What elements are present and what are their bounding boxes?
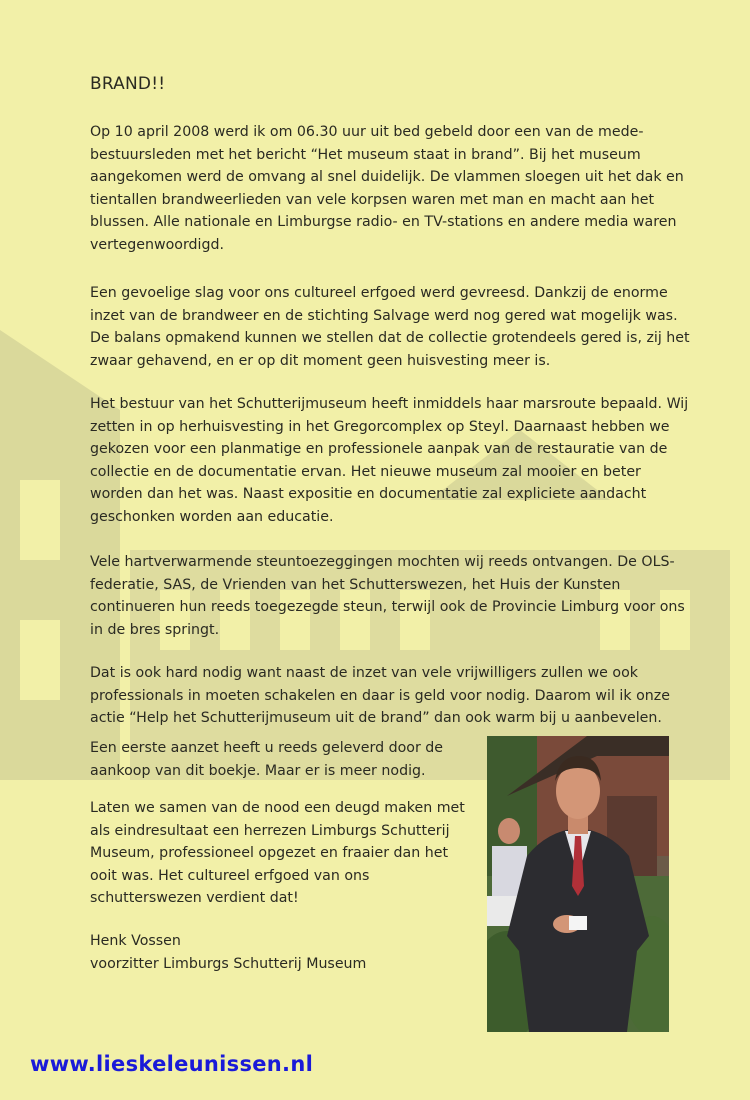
paragraph-4: Vele hartverwarmende steuntoezeggingen mochten wij reeds ontvangen. De OLS-federatie, SAS, de Vrienden van het Schutterswezen, het Huis der Kunsten continueren hun reeds toegezegde steun, terwijl ook de Provincie Limburg voor ons in de bres springt.: [90, 554, 685, 638]
paragraph-2: Een gevoelige slag voor ons cultureel erfgoed werd gevreesd. Dankzij de enorme inzet van de brandweer en de stichting Salvage werd nog gered wat mogelijk was. De balans opmakend kunnen we stellen dat de collectie grotendeels gered is, zij het zwaar gehavend, en er op dit moment geen huisvesting meer is.: [90, 285, 690, 369]
website-link[interactable]: www.lieskeleunissen.nl: [30, 1052, 314, 1076]
signature-name: Henk Vossen: [90, 933, 181, 949]
paragraph-5: Dat is ook hard nodig want naast de inzet van vele vrijwilligers zullen we ook professionals in moeten schakelen en daar is geld voor nodig. Daarom wil ik onze actie “Help het Schutterijmuseum uit de brand” dan ook warm bij u aanbevelen.: [90, 665, 670, 726]
paragraph-3: Het bestuur van het Schutterijmuseum heeft inmiddels haar marsroute bepaald. Wij zetten in op herhuisvesting in het Gregorcomplex op Steyl. Daarnaast hebben we gekozen voor een planmatige en professionele aanpak van de restauratie van de collectie en de documentatie ervan. Het nieuwe museum zal mooier en beter worden dan het was. Naast expositie en documentatie zal expliciete aandacht geschonken worden aan educatie.: [90, 396, 689, 525]
paragraph-1: Op 10 april 2008 werd ik om 06.30 uur uit bed gebeld door een van de mede-bestuursleden met het bericht “Het museum staat in brand”. Bij het museum aangekomen werd de omvang al snel duidelijk. De vlammen sloegen uit het dak en tientallen brandweerlieden van vele korpsen waren met man en macht aan het blussen. Alle nationale en Limburgse radio- en TV-stations en andere media waren vertegenwoordigd.: [90, 124, 684, 253]
paragraph-7: Laten we samen van de nood een deugd maken met als eindresultaat een herrezen Limburgs Schutterij Museum, professioneel opgezet en fraaier dan het ooit was. Het cultureel erfgoed van ons schutterswezen verdient dat!: [90, 800, 465, 906]
signature-block: [90, 930, 470, 975]
paragraph-6: Een eerste aanzet heeft u reeds geleverd door de aankoop van dit boekje. Maar er is meer nodig.: [90, 740, 444, 779]
portrait-photo: [487, 736, 669, 1032]
signature-role: voorzitter Limburgs Schutterij Museum: [90, 955, 367, 972]
page-title: BRAND!!: [90, 74, 166, 94]
